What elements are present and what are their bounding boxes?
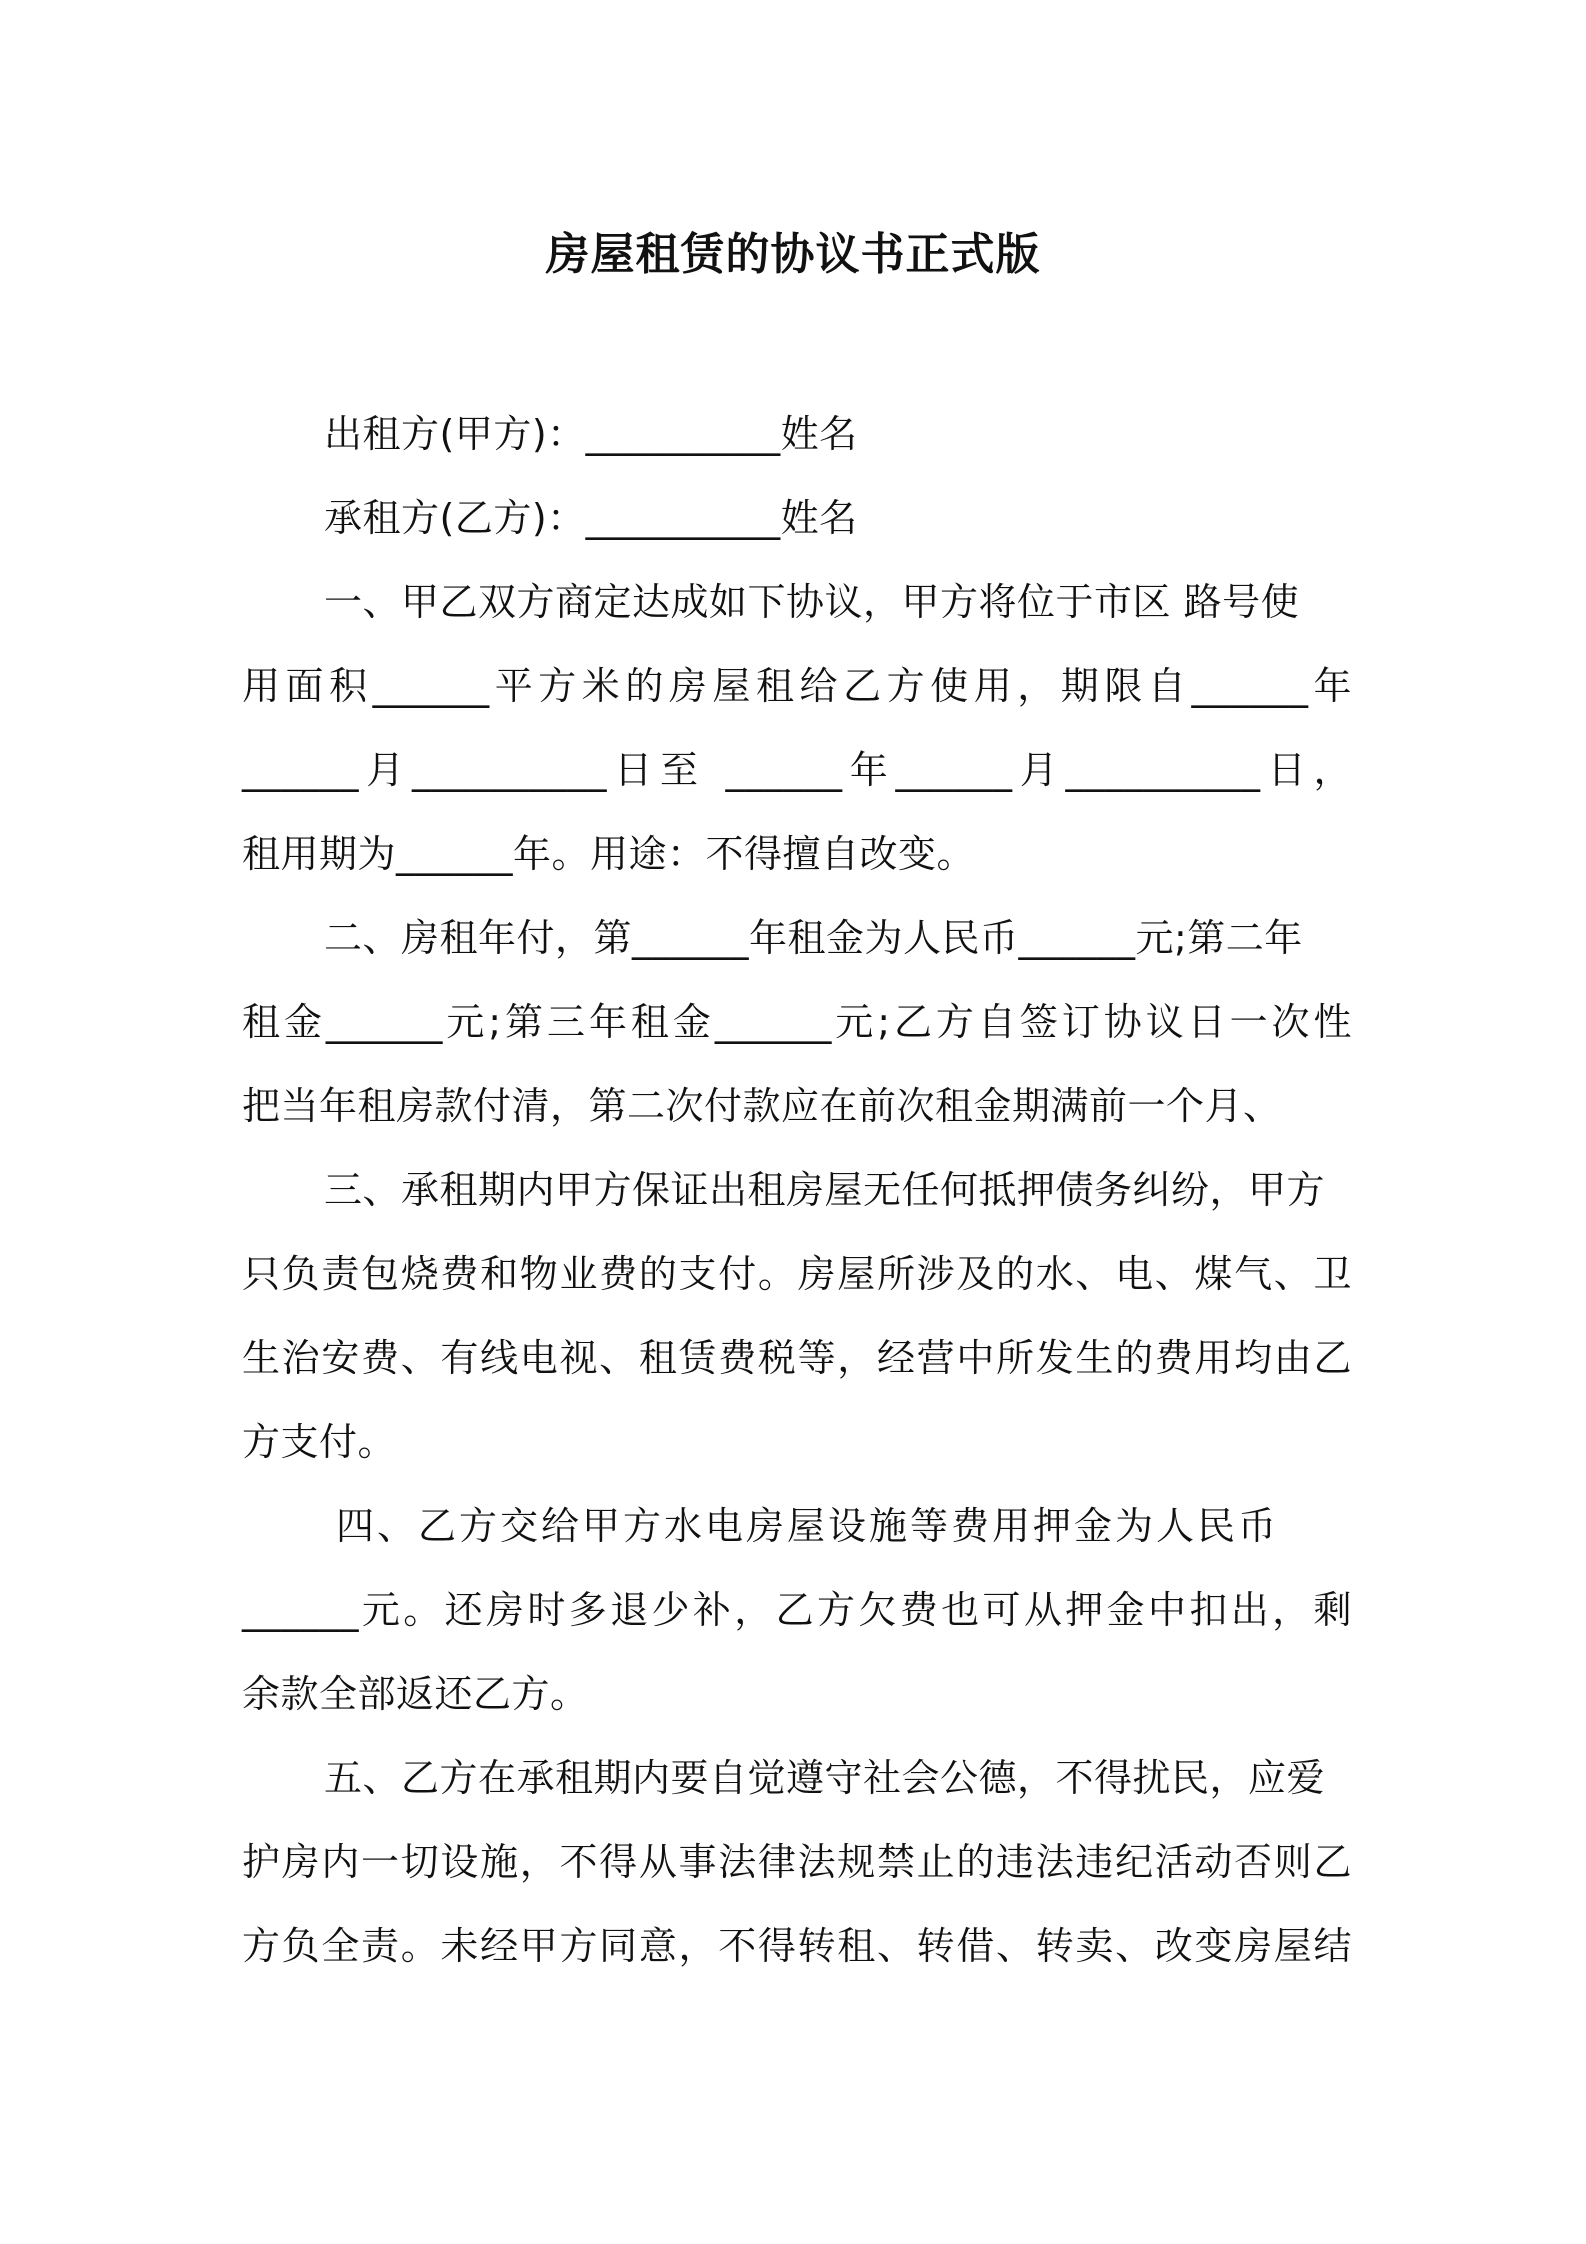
clause-2-line-2: 租金______元;第三年租金______元;乙方自签订协议日一次性	[242, 1000, 1352, 1044]
clause-4-line-3: 余款全部返还乙方。	[242, 1672, 589, 1716]
clause-4-line-2: ______元。还房时多退少补，乙方欠费也可从押金中扣出，剩	[242, 1588, 1352, 1632]
clause-3-line-2: 只负责包烧费和物业费的支付。房屋所涉及的水、电、煤气、卫	[242, 1252, 1352, 1296]
lessor-line: 出租方(甲方)：__________姓名	[324, 412, 858, 456]
clause-1-line-1: 一、甲乙双方商定达成如下协议，甲方将位于市区 路号使	[324, 580, 1300, 624]
lessee-line: 承租方(乙方)：__________姓名	[324, 496, 858, 540]
clause-2-line-3: 把当年租房款付清，第二次付款应在前次租金期满前一个月、	[242, 1084, 1282, 1128]
clause-3-line-1: 三、承租期内甲方保证出租房屋无任何抵押债务纠纷，甲方	[324, 1168, 1326, 1212]
clause-3-line-4: 方支付。	[242, 1420, 397, 1464]
clause-5-line-1: 五、乙方在承租期内要自觉遵守社会公德，不得扰民，应爱	[324, 1756, 1326, 1800]
clause-4-line-1: 四、乙方交给甲方水电房屋设施等费用押金为人民币	[336, 1504, 1280, 1548]
clause-1-line-4: 租用期为______年。用途：不得擅自改变。	[242, 832, 976, 876]
clause-2-line-1: 二、房租年付，第______年租金为人民币______元;第二年	[324, 916, 1303, 960]
clause-1-line-2: 用面积______平方米的房屋租给乙方使用，期限自______年	[242, 664, 1352, 708]
document-title: 房屋租赁的协议书正式版	[545, 229, 1041, 280]
clause-1-line-3: ______月__________日至 ______年______月__________日，	[242, 748, 1352, 792]
clause-5-line-2: 护房内一切设施，不得从事法律法规禁止的违法违纪活动否则乙	[242, 1840, 1352, 1884]
clause-5-line-3: 方负全责。未经甲方同意，不得转租、转借、转卖、改变房屋结	[242, 1924, 1352, 1968]
clause-3-line-3: 生治安费、有线电视、租赁费税等，经营中所发生的费用均由乙	[242, 1336, 1352, 1380]
